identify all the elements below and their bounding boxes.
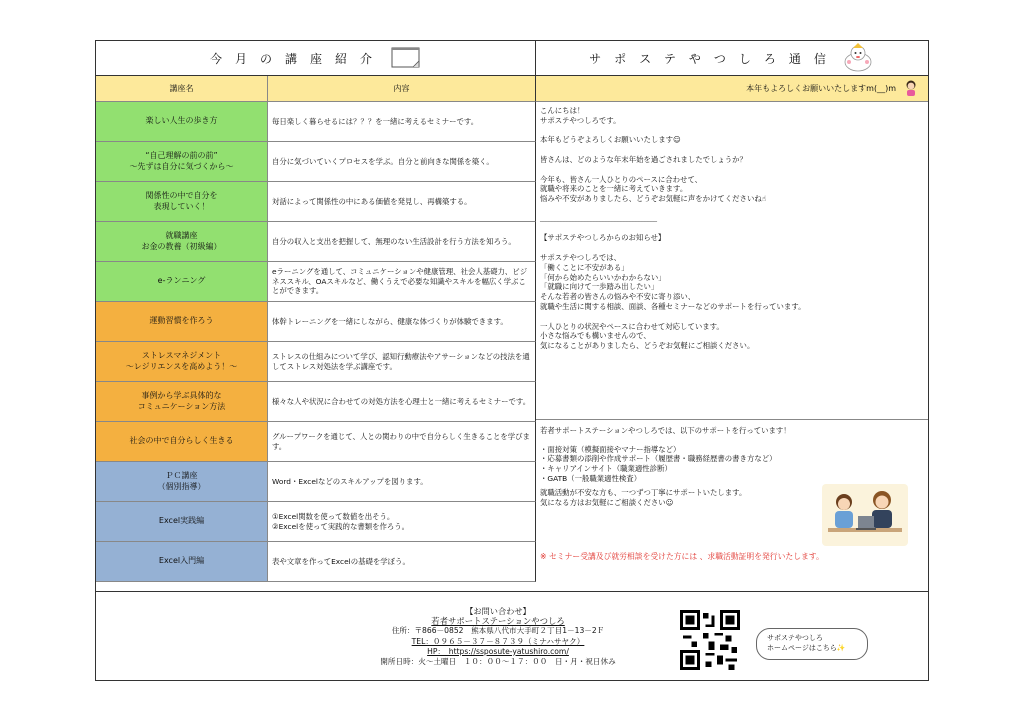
course-content-text: 様々な人や状況に合わせての対処方法を心理士と一緒に考えるセミナーです。 [272, 396, 531, 406]
message-panel [536, 102, 928, 420]
message-line: _______________________________________ [540, 214, 657, 222]
course-name-line: 表現していく！ [153, 201, 210, 211]
course-name-cell [96, 102, 268, 142]
message-line: 一人ひとりの状況やペースに合わせて対応しています。 [540, 321, 724, 331]
message-line [540, 165, 924, 175]
course-name-line: 関係性の中で自分を [145, 191, 218, 201]
message-line: 気になることがありましたら、どうぞお気軽にご相談ください。 [540, 341, 755, 351]
message-line: 「就職に向けて一歩踏み出したい」 [540, 282, 659, 292]
message-line [540, 312, 924, 322]
contact-heading: 【お問い合わせ】 [465, 606, 531, 616]
support-item: ・応募書類の添削や作成サポート（履歴書・職務経歴書の書き方など） [540, 454, 777, 464]
course-name-cell [96, 222, 268, 262]
contact-hp[interactable]: HP： https://ssposute-yatushiro.com/ [427, 646, 569, 656]
message-line: こんにちは！ [540, 106, 585, 115]
course-content-cell [268, 462, 536, 502]
notepad-icon [391, 46, 421, 71]
course-name-line: 就職講座 [165, 231, 198, 241]
course-content-cell [268, 302, 536, 342]
course-content-cell [268, 222, 536, 262]
course-content-cell [268, 382, 536, 422]
support-intro: 若者サポートステーションやつしろでは、以下のサポートを行っています！ [540, 426, 791, 435]
course-name-line: 社会の中で自分らしく生きる [129, 436, 234, 446]
course-content-cell [268, 102, 536, 142]
message-line [540, 224, 924, 234]
course-content-text: 自分に気づいていくプロセスを学ぶ。自分と前向きな関係を築く。 [272, 156, 494, 166]
course-content-text: ①Excel関数を使って数値を出そう。 ②Excelを使って実践的な書類を作ろう。 [272, 511, 410, 531]
course-name-cell [96, 462, 268, 502]
support-item: ・面接対策（模擬面接やマナー指導など） [540, 444, 681, 454]
course-content-cell [268, 142, 536, 182]
contact-address: 住所：〒866－0852 熊本県八代市大手町２丁目1－13－2Ｆ [391, 626, 605, 636]
speech-bubble [756, 628, 868, 660]
flyer-sheet [95, 40, 929, 681]
course-name-line: Excel入門編 [158, 556, 205, 566]
message-line: 悩みや不安がありましたら、どうぞお気軽に声をかけてくださいね☝ [540, 194, 767, 204]
support-panel [536, 420, 928, 591]
course-name-line: 楽しい人生の歩き方 [145, 116, 218, 126]
message-line: そんな若者の皆さんの悩みや不安に寄り添い、 [540, 292, 696, 302]
course-content-cell [268, 262, 536, 302]
course-content-cell [268, 542, 536, 582]
message-line [540, 204, 924, 214]
course-name-line: コミュニケーション方法 [137, 401, 226, 411]
course-content-cell [268, 342, 536, 382]
course-name-line: ＰＣ講座 [165, 471, 198, 481]
message-line: 【サポステやつしろからのお知らせ】 [540, 233, 666, 243]
course-content-cell [268, 182, 536, 222]
contact-tel: TEL：０９６５－３７－８７３９（ミナハサヤク） [411, 636, 585, 646]
course-content-text: 表や文章を作ってExcelの基礎を学ぼう。 [272, 556, 410, 566]
message-line [540, 243, 924, 253]
contact-footer [96, 591, 928, 681]
support-item: ・キャリアインサイト（職業適性診断） [540, 463, 672, 473]
message-line: 小さな悩みでも構いませんので、 [540, 331, 651, 341]
bubble-line-2: ホームページはこちら✨ [767, 644, 846, 652]
course-content-text: 自分の収入と支出を把握して、無理のない生活設計を行う方法を知ろう。 [272, 236, 516, 246]
course-name-line: ストレスマネジメント [141, 351, 222, 361]
course-content-text: Word・Excelなどのスキルアップを図ります。 [272, 476, 428, 486]
support-closing-line: 気になる方はお気軽にご相談ください☺ [540, 497, 674, 507]
message-line: 就職や生活に関する相談、面談、各種セミナーなどのサポートを行っています。 [540, 301, 806, 311]
bubble-line-1: サポステやつしろ [767, 634, 823, 642]
course-content-cell [268, 502, 536, 542]
course-name-cell [96, 542, 268, 582]
message-line: 就職や将来のことを一緒に考えていきます。 [540, 184, 688, 194]
message-line: サポステやつしろでは、 [540, 252, 622, 262]
message-line: 「何から始めたらいいかわからない」 [540, 272, 666, 282]
course-name-cell [96, 182, 268, 222]
message-line: 皆さんは、どのような年末年始を過ごされましたでしょうか？ [540, 154, 747, 164]
course-content-text: eラーニングを通して、コミュニケーションや健康管理、社会人基礎力、ビジネススキル、OAスキルなど、働くうえで必要な知識やスキルを幅広く学ぶことができます。 [272, 266, 528, 296]
right-title: サポステやつしろ通信 [536, 41, 928, 76]
support-item: ・GATB（一般職業適性検査） [540, 473, 642, 483]
course-name-line: ～先ずは自分に気づくから～ [129, 161, 234, 171]
consultation-illustration [822, 484, 908, 550]
course-name-line: （個別指導） [157, 481, 206, 491]
course-name-cell [96, 262, 268, 302]
course-content-cell [268, 422, 536, 462]
certificate-note: ※ セミナー受講及び就労相談を受けた方には 、求職活動証明を発行いたします。 [540, 552, 824, 561]
course-name-cell [96, 382, 268, 422]
course-content-text: ストレスの仕組みについて学び、認知行動療法やアサーションなどの技法を通してストレス対処法を学ぶ講座です。 [272, 351, 530, 371]
course-content-text: 体幹トレーニングを一緒にしながら、健康な体づくりが体験できます。 [272, 316, 508, 326]
course-name-line: Excel実践編 [158, 516, 205, 526]
course-content-text: グループワークを通じて、人との関わりの中で自分らしく生きることを学びます。 [272, 431, 530, 451]
message-line: 今年も、皆さん一人ひとりのペースに合わせて、 [540, 174, 703, 184]
course-name-line: 事例から学ぶ具体的な [141, 391, 222, 401]
qr-code-icon[interactable] [680, 610, 740, 674]
message-line: 「働くことに不安がある」 [540, 262, 629, 272]
course-name-line: ～レジリエンスを高めよう！～ [125, 361, 238, 371]
course-content-text: 毎日楽しく暮らせるには？？？を一緒に考えるセミナーです。 [272, 116, 479, 126]
girl-icon [904, 79, 918, 99]
support-list [540, 445, 924, 483]
mascot-icon [841, 42, 875, 75]
course-name-cell [96, 502, 268, 542]
course-name-cell [96, 302, 268, 342]
course-name-cell [96, 342, 268, 382]
course-content-text: 対話によって関係性の中にある価値を発見し、再構築する。 [272, 196, 472, 206]
course-name-line: e-ランニング [157, 276, 206, 286]
course-name-line: お金の教養（初級編） [141, 241, 222, 251]
message-line: 本年もどうぞよろしくお願いいたします☺ [540, 135, 681, 145]
support-closing-line: 就職活動が不安な方も、一つずつ丁寧にサポートいたします。 [540, 488, 747, 498]
message-line [540, 126, 924, 136]
contact-hours: 開所日時：火～土曜日 １０：００～１７：００ 日・月・祝日休み [380, 657, 616, 667]
left-title: 今月の講座紹介 [96, 41, 536, 76]
course-name-cell [96, 142, 268, 182]
header-content: 内容 [268, 76, 536, 102]
course-name-line: “自己理解の前の前” [145, 151, 218, 161]
right-header: 本年もよろしくお願いいたしますm(__)m [536, 76, 928, 102]
course-name-cell [96, 422, 268, 462]
message-line [540, 145, 924, 155]
course-name-line: 運動習慣を作ろう [149, 316, 214, 326]
message-line: サポステやつしろです。 [540, 115, 621, 125]
greeting-text [540, 106, 924, 351]
header-course-name: 講座名 [96, 76, 268, 102]
contact-org: 若者サポートステーションやつしろ [431, 616, 565, 627]
